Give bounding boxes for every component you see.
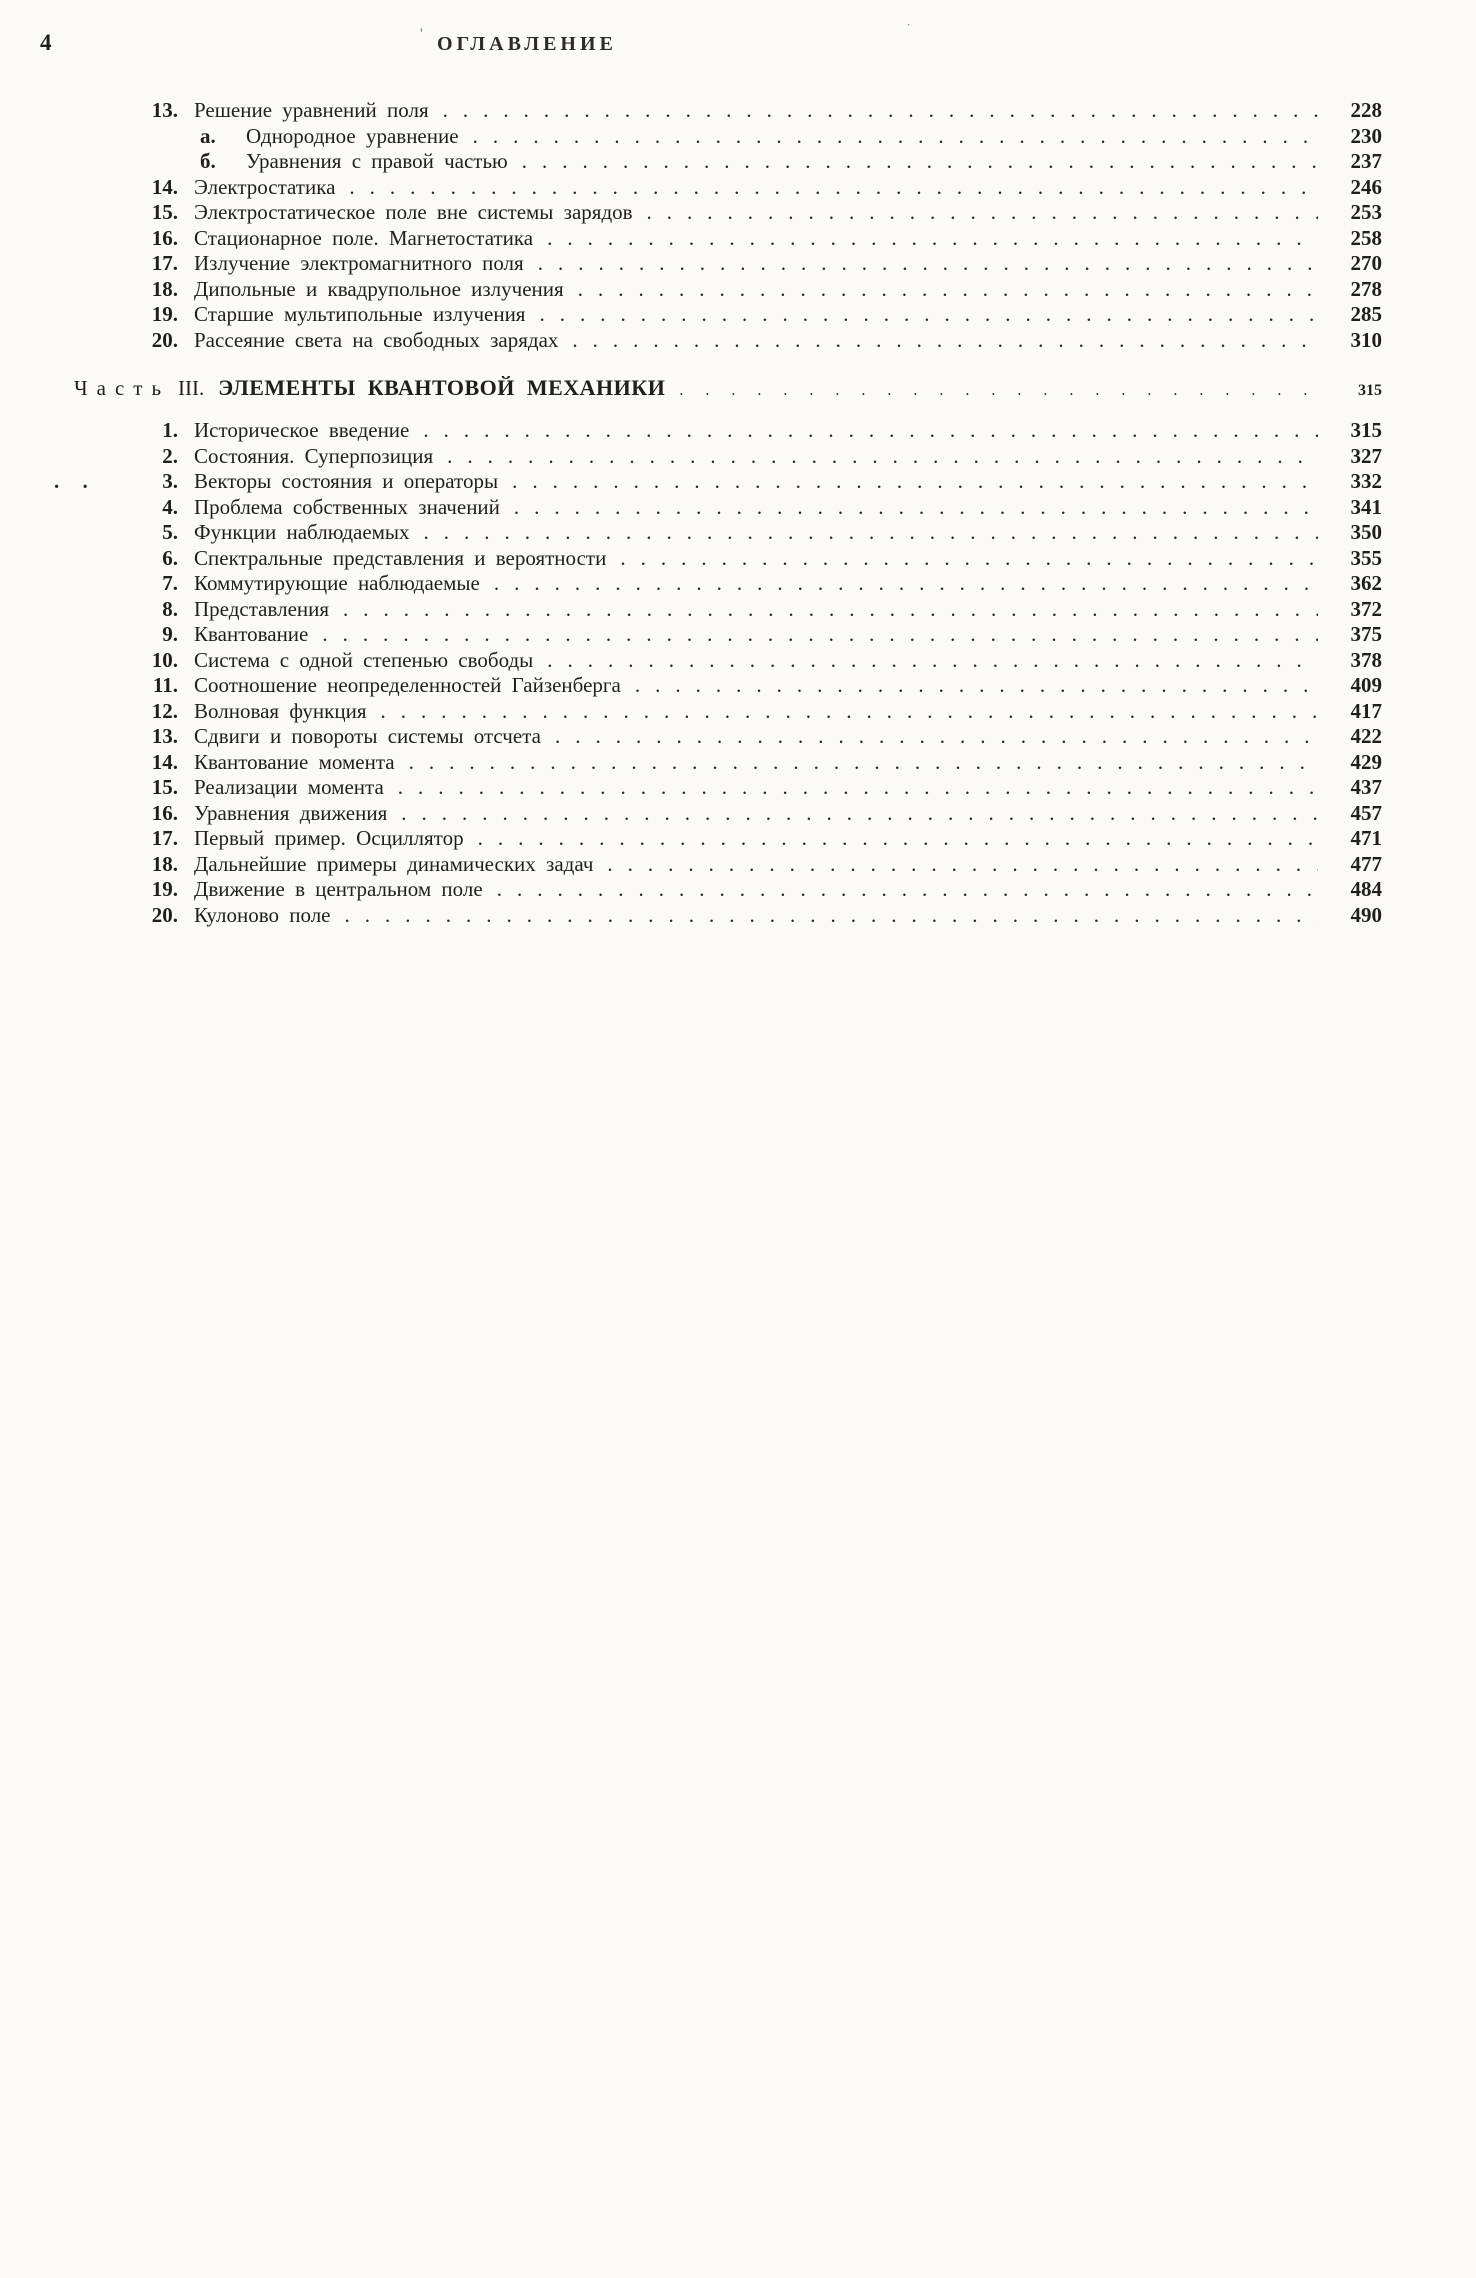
entry-title: Историческое введение xyxy=(194,418,410,442)
entry-page-number: 437 xyxy=(1350,775,1382,799)
dot-leader xyxy=(424,520,1318,546)
entry-title: Рассеяние света на свободных зарядах xyxy=(194,327,559,352)
entry-number: 7. xyxy=(162,571,178,595)
toc-entry xyxy=(128,302,1382,328)
entry-title: Коммутирующие наблюдаемые xyxy=(194,571,480,595)
toc-entry xyxy=(128,673,1382,699)
toc-entry xyxy=(128,648,1382,674)
entry-page-number: 327 xyxy=(1350,443,1382,468)
toc-entry xyxy=(128,597,1382,623)
entry-page-number: 270 xyxy=(1350,251,1382,275)
entry-page-number: 315 xyxy=(1350,418,1382,442)
entry-page-number: 378 xyxy=(1350,647,1382,672)
entry-number: 19. xyxy=(151,877,178,901)
dot-leader xyxy=(494,571,1318,597)
entry-title: Спектральные представления и вероятности xyxy=(194,545,607,570)
toc-entry xyxy=(128,277,1382,303)
entry-page-number: 237 xyxy=(1350,149,1382,173)
scan-artifact-tick: ' xyxy=(420,26,423,43)
dot-leader xyxy=(409,750,1318,776)
entry-number: 20. xyxy=(151,902,178,927)
toc-entry xyxy=(128,571,1382,597)
entry-title: Реализации момента xyxy=(194,775,384,799)
entry-title: Движение в центральном поле xyxy=(194,877,483,901)
dot-leader xyxy=(401,801,1318,827)
entry-page-number: 341 xyxy=(1350,494,1382,519)
toc-entry xyxy=(128,495,1382,521)
dot-leader xyxy=(478,826,1318,852)
entry-number: 11. xyxy=(152,673,178,697)
toc-entry xyxy=(128,149,1382,175)
entry-page-number: 285 xyxy=(1350,302,1382,326)
entry-title: Система с одной степенью свободы xyxy=(194,647,534,672)
scan-artifact-speck: ˙ xyxy=(906,22,911,38)
entry-page-number: 484 xyxy=(1350,877,1382,901)
toc-entry xyxy=(128,699,1382,725)
entry-page-number: 228 xyxy=(1350,98,1382,122)
entry-title: Функции наблюдаемых xyxy=(194,520,410,544)
entry-title: Векторы состояния и операторы xyxy=(194,469,499,493)
dot-leader xyxy=(538,251,1318,277)
toc-entry xyxy=(128,750,1382,776)
toc-entry xyxy=(128,546,1382,572)
toc-entry xyxy=(128,469,1382,495)
entry-number: 14. xyxy=(151,749,178,774)
entry-page-number: 246 xyxy=(1350,174,1382,199)
entry-title: Уравнения движения xyxy=(194,800,388,825)
entry-title: Квантование момента xyxy=(194,749,395,774)
toc-entry xyxy=(128,226,1382,252)
toc-entry xyxy=(128,801,1382,827)
toc-list-part2 xyxy=(128,98,1382,353)
entry-title: Состояния. Суперпозиция xyxy=(194,443,434,468)
entry-page-number: 375 xyxy=(1350,622,1382,646)
entry-number: 16. xyxy=(151,225,178,250)
entry-number: 20. xyxy=(151,327,178,352)
dot-leader xyxy=(473,124,1318,150)
toc-entry xyxy=(128,418,1382,444)
dot-leader xyxy=(539,302,1318,328)
part-numeral: III. xyxy=(178,376,205,400)
part-word: Часть xyxy=(74,376,171,400)
toc-entry xyxy=(128,175,1382,201)
entry-number: а. xyxy=(200,123,216,148)
entry-page-number: 278 xyxy=(1350,276,1382,301)
toc-entry xyxy=(128,877,1382,903)
toc-list-part3 xyxy=(128,418,1382,928)
entry-title: Сдвиги и повороты системы отсчета xyxy=(194,724,541,748)
part-page-number: 315 xyxy=(1358,382,1382,399)
dot-leader xyxy=(349,175,1318,201)
entry-title: Волновая функция xyxy=(194,698,367,723)
dot-leader xyxy=(447,444,1318,470)
entry-page-number: 350 xyxy=(1350,520,1382,544)
entry-page-number: 258 xyxy=(1350,225,1382,250)
dot-leader xyxy=(647,200,1318,226)
entry-title: Представления xyxy=(194,596,330,621)
part-heading xyxy=(74,375,1382,401)
toc-entry xyxy=(128,98,1382,124)
toc-entry xyxy=(128,903,1382,929)
dot-leader xyxy=(572,328,1318,354)
entry-number: 18. xyxy=(151,851,178,876)
entry-number: 4. xyxy=(162,494,178,519)
entry-page-number: 422 xyxy=(1350,724,1382,748)
entry-title: Первый пример. Осциллятор xyxy=(194,826,464,850)
folio-page-number: 4 xyxy=(40,30,52,55)
entry-number: б. xyxy=(200,149,216,173)
toc-entry xyxy=(128,444,1382,470)
entry-number: 14. xyxy=(151,174,178,199)
entry-number: 12. xyxy=(151,698,178,723)
entry-number: 17. xyxy=(151,251,178,275)
entry-number: 6. xyxy=(162,545,178,570)
toc-entry xyxy=(128,775,1382,801)
entry-number: 17. xyxy=(151,826,178,850)
dot-leader xyxy=(679,382,1318,400)
entry-title: Однородное уравнение xyxy=(246,123,459,148)
dot-leader xyxy=(578,277,1318,303)
toc-entry xyxy=(128,724,1382,750)
toc-entry xyxy=(128,622,1382,648)
entry-number: 13. xyxy=(151,98,178,122)
entry-number: 1. xyxy=(162,418,178,442)
entry-number: 3. xyxy=(162,469,178,493)
entry-title: Стационарное поле. Магнетостатика xyxy=(194,225,534,250)
entry-title: Решение уравнений поля xyxy=(194,98,429,122)
entry-title: Излучение электромагнитного поля xyxy=(194,251,524,275)
dot-leader xyxy=(380,699,1318,725)
entry-number: 13. xyxy=(151,724,178,748)
dot-leader xyxy=(497,877,1318,903)
entry-page-number: 372 xyxy=(1350,596,1382,621)
entry-page-number: 490 xyxy=(1350,902,1382,927)
entry-number: 5. xyxy=(162,520,178,544)
entry-title: Электростатика xyxy=(194,174,336,199)
toc-entry xyxy=(128,124,1382,150)
entry-number: 15. xyxy=(151,200,178,224)
entry-title: Квантование xyxy=(194,622,309,646)
entry-number: 18. xyxy=(151,276,178,301)
entry-page-number: 310 xyxy=(1350,327,1382,352)
dot-leader xyxy=(547,226,1318,252)
entry-title: Дипольные и квадрупольное излучения xyxy=(194,276,564,301)
dot-leader xyxy=(620,546,1318,572)
dot-leader xyxy=(514,495,1318,521)
dot-leader xyxy=(555,724,1318,750)
toc-entry xyxy=(128,852,1382,878)
dot-leader xyxy=(443,98,1318,124)
entry-page-number: 471 xyxy=(1350,826,1382,850)
entry-page-number: 253 xyxy=(1350,200,1382,224)
entry-title: Уравнения с правой частью xyxy=(246,149,508,173)
dot-leader xyxy=(635,673,1318,699)
entry-number: 8. xyxy=(162,596,178,621)
part-title: ЭЛЕМЕНТЫ КВАНТОВОЙ МЕХАНИКИ xyxy=(218,375,666,400)
entry-page-number: 409 xyxy=(1350,673,1382,697)
dot-leader xyxy=(423,418,1318,444)
entry-title: Проблема собственных значений xyxy=(194,494,500,519)
entry-page-number: 417 xyxy=(1350,698,1382,723)
dot-leader xyxy=(607,852,1318,878)
toc-entry xyxy=(128,328,1382,354)
page-title: ОГЛАВЛЕНИЕ xyxy=(437,33,617,55)
toc-entry xyxy=(128,200,1382,226)
entry-page-number: 457 xyxy=(1350,800,1382,825)
entry-title: Дальнейшие примеры динамических задач xyxy=(194,851,594,876)
dot-leader xyxy=(322,622,1318,648)
entry-page-number: 332 xyxy=(1350,469,1382,493)
entry-page-number: 429 xyxy=(1350,749,1382,774)
entry-title: Соотношение неопределенностей Гайзенберга xyxy=(194,673,621,697)
toc-entry xyxy=(128,251,1382,277)
dot-leader xyxy=(512,469,1318,495)
entry-number: 19. xyxy=(151,302,178,326)
dot-leader xyxy=(398,775,1318,801)
entry-number: 16. xyxy=(151,800,178,825)
entry-number: 9. xyxy=(162,622,178,646)
entry-page-number: 477 xyxy=(1350,851,1382,876)
dot-leader xyxy=(547,648,1318,674)
entry-page-number: 362 xyxy=(1350,571,1382,595)
toc-entry xyxy=(128,826,1382,852)
entry-number: 15. xyxy=(151,775,178,799)
entry-title: Электростатическое поле вне системы зарядов xyxy=(194,200,633,224)
dot-leader xyxy=(345,903,1318,929)
entry-page-number: 230 xyxy=(1350,123,1382,148)
dot-leader xyxy=(343,597,1318,623)
entry-page-number: 355 xyxy=(1350,545,1382,570)
scan-artifact-margin-dots: . . xyxy=(54,469,97,493)
entry-number: 2. xyxy=(162,443,178,468)
entry-number: 10. xyxy=(151,647,178,672)
entry-title: Кулоново поле xyxy=(194,902,331,927)
dot-leader xyxy=(522,149,1318,175)
entry-title: Старшие мультипольные излучения xyxy=(194,302,526,326)
toc-entry xyxy=(128,520,1382,546)
